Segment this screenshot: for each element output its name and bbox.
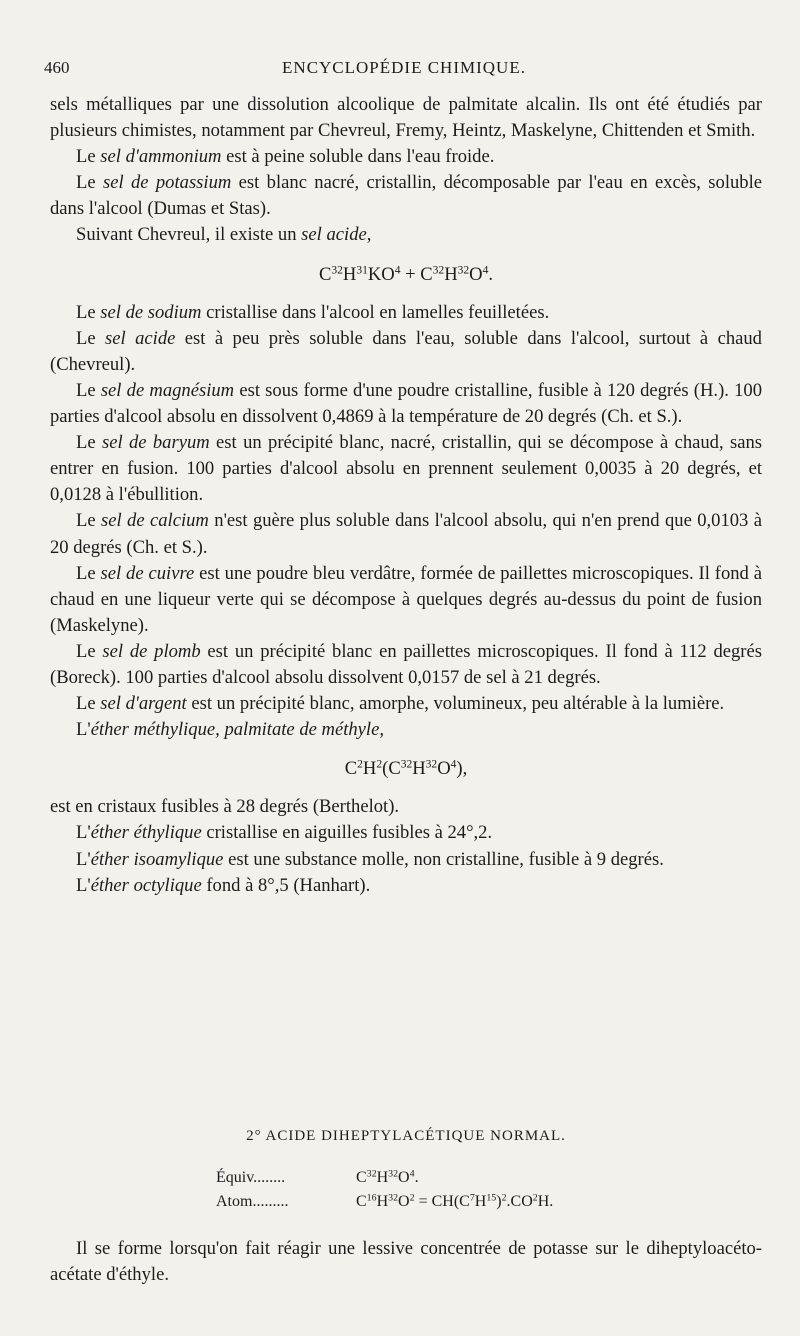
italic-term: sel acide, [301, 224, 372, 246]
paragraph [50, 430, 762, 508]
text-run: L' [76, 822, 91, 844]
header-title: ENCYCLOPÉDIE CHIMIQUE. [282, 58, 526, 77]
text-run: Il se forme lorsqu'on fait réagir une lessive concentrée de potasse sur le diheptyloacéto-acétate d'éthyle. [50, 1238, 762, 1286]
text-run: est un précipité blanc, amorphe, volumineux, peu altérable à la lumière. [186, 693, 725, 715]
formula-label: Atom......... [216, 1193, 289, 1210]
italic-term: sel de cuivre [100, 562, 195, 584]
superscript: 4 [450, 758, 457, 771]
text-run: est blanc nacré, cristallin, décomposable par l'eau en excès, soluble dans l'alcool (Dumas et Stas). [50, 172, 762, 220]
superscript: 2 [532, 1192, 538, 1204]
superscript: 32 [388, 1192, 399, 1204]
formula-value [356, 1190, 776, 1214]
italic-term: sel de plomb [102, 640, 201, 662]
text-run: .CO [506, 1193, 533, 1210]
page-number: 460 [44, 58, 70, 77]
superscript: 32 [425, 758, 438, 771]
section-heading: 2° ACIDE DIHEPTYLACÉTIQUE NORMAL. [246, 1128, 566, 1144]
italic-term: sel de calcium [101, 510, 209, 532]
text-run: cristallise en aiguilles fusibles à 24°,2. [201, 822, 493, 844]
text-run: est en cristaux fusibles à 28 degrés (Berthelot). [50, 796, 400, 818]
text-run: H [412, 758, 426, 780]
superscript: 32 [388, 1168, 399, 1180]
italic-term: éther isoamylique [90, 848, 224, 870]
paragraph [50, 92, 762, 144]
text-run: Le [76, 510, 102, 532]
text-run: est une poudre bleu verdâtre, formée de paillettes microscopiques. Il fond à chaud en une liqueur verte qui se décompose à quelques degrés au-dessus du point de fusion (Maskelyne). [50, 562, 762, 636]
text-run: est à peu près soluble dans l'eau, soluble dans l'alcool, surtout à chaud (Chevreul). [50, 327, 762, 375]
italic-term: sel de magnésium [100, 379, 235, 401]
text-run: Le [76, 640, 103, 662]
paragraph [50, 639, 762, 691]
paragraph [50, 300, 762, 326]
text-run: Le [76, 562, 101, 584]
text-run: ) [496, 1193, 502, 1210]
text-run: sels métalliques par une dissolution alcoolique de palmitate alcalin. Ils ont été étudiés par plusieurs chimistes, notamment par Chevreul, Fremy, Heintz, Maskelyne, Chittenden et Smith. [50, 94, 762, 142]
paragraph [50, 561, 762, 639]
body-text [50, 92, 762, 899]
text-run: fond à 8°,5 (Hanhart). [201, 874, 371, 896]
paragraph [50, 508, 762, 560]
italic-term: sel de sodium [100, 301, 202, 323]
italic-term: éther octylique [90, 874, 202, 896]
paragraph [50, 820, 762, 846]
text-run: = CH(C [414, 1193, 470, 1210]
text-run: est un précipité blanc, nacré, cristallin, qui se décompose à chaud, sans entrer en fusion. 100 parties d'alcool absolu en prennent seulement 0,0035 à 20 degrés, et 0,0128 à l'ébullition. [50, 432, 762, 506]
text-run: Le [76, 379, 101, 401]
superscript: 4 [409, 1168, 415, 1180]
superscript: 32 [400, 758, 413, 771]
formula-table [216, 1166, 776, 1214]
paragraph [50, 691, 762, 717]
text-run: H [376, 1193, 389, 1210]
text-run: C [318, 263, 332, 285]
superscript: 2 [376, 758, 383, 771]
italic-term: sel acide [105, 327, 176, 349]
text-run: . [488, 263, 493, 285]
formula [50, 756, 762, 782]
text-run: KO [367, 263, 395, 285]
text-run: L' [76, 874, 91, 896]
text-run: O [469, 263, 483, 285]
paragraph [50, 326, 762, 378]
text-run: H [474, 1193, 487, 1210]
text-run: C [356, 1193, 367, 1210]
paragraph [50, 170, 762, 222]
text-run: Le [76, 432, 102, 454]
text-run: Le [76, 172, 103, 194]
text-run: + C [400, 263, 433, 285]
italic-term: éther éthylique [90, 822, 202, 844]
superscript: 31 [356, 264, 368, 277]
paragraph [50, 794, 762, 820]
italic-term: éther méthylique, palmitate de méthyle, [90, 719, 384, 741]
text-run: H [362, 758, 377, 780]
text-run: n'est guère plus soluble dans l'alcool absolu, qui n'en prend que 0,0103 à 20 degrés (Ch. et S.). [50, 510, 763, 558]
formula-label: Équiv........ [216, 1169, 286, 1186]
superscript: 4 [394, 264, 401, 277]
text-run: H [376, 1169, 389, 1186]
text-run: H [444, 263, 458, 285]
superscript: 32 [366, 1168, 377, 1180]
superscript: 16 [366, 1192, 377, 1204]
superscript: 2 [409, 1192, 415, 1204]
superscript: 32 [457, 264, 470, 277]
text-run: H. [537, 1193, 554, 1210]
italic-term: sel de baryum [101, 432, 210, 454]
text-run: Le [76, 301, 101, 323]
text-run: est un précipité blanc en paillettes microscopiques. Il fond à 112 degrés (Boreck). 100 parties d'alcool absolu dissolvent 0,0157 de sel à 21 degrés. [50, 640, 762, 688]
formula-row [216, 1190, 776, 1214]
formula [50, 262, 762, 288]
text-run: cristallise dans l'alcool en lamelles feuilletées. [201, 301, 550, 323]
superscript: 15 [486, 1192, 497, 1204]
text-run: est à peine soluble dans l'eau froide. [221, 146, 495, 168]
text-run: C [344, 758, 358, 780]
text-run: O [398, 1169, 410, 1186]
superscript: 2 [357, 758, 363, 771]
formula-row [216, 1166, 776, 1190]
text-run: L' [76, 848, 91, 870]
text-run: O [437, 758, 451, 780]
paragraph [50, 847, 762, 873]
italic-term: sel de potassium [102, 172, 232, 194]
text-run: H [342, 263, 357, 285]
text-run: Le [76, 693, 101, 715]
closing-paragraph-block [50, 1236, 762, 1288]
text-run: Le [76, 146, 101, 168]
text-run: L' [76, 719, 91, 741]
superscript: 32 [331, 264, 343, 277]
text-run: est sous forme d'une poudre cristalline, fusible à 120 degrés (H.). 100 parties d'alcool absolu en dissolvent 0,4869 à la température de 20 degrés (Ch. et S.). [50, 379, 762, 428]
italic-term: sel d'ammonium [100, 146, 222, 168]
text-run: C [356, 1169, 367, 1186]
running-header [44, 58, 764, 84]
text-run: Le [76, 327, 106, 349]
text-run: (C [382, 758, 401, 780]
closing-paragraph [50, 1236, 762, 1288]
superscript: 2 [501, 1192, 507, 1204]
superscript: 7 [469, 1192, 475, 1204]
superscript: 4 [482, 264, 489, 277]
text-run: O [398, 1193, 410, 1210]
paragraph [50, 144, 762, 170]
superscript: 32 [432, 264, 445, 277]
text-run: . [414, 1169, 419, 1186]
italic-term: sel d'argent [100, 693, 187, 715]
paragraph [50, 378, 762, 430]
paragraph [50, 873, 762, 899]
formula-value [356, 1166, 776, 1190]
paragraph [50, 222, 762, 248]
text-run: est une substance molle, non cristalline, fusible à 9 degrés. [223, 848, 664, 870]
text-run: Suivant Chevreul, il existe un [76, 224, 302, 246]
text-run: ), [456, 758, 468, 780]
paragraph [50, 717, 762, 743]
